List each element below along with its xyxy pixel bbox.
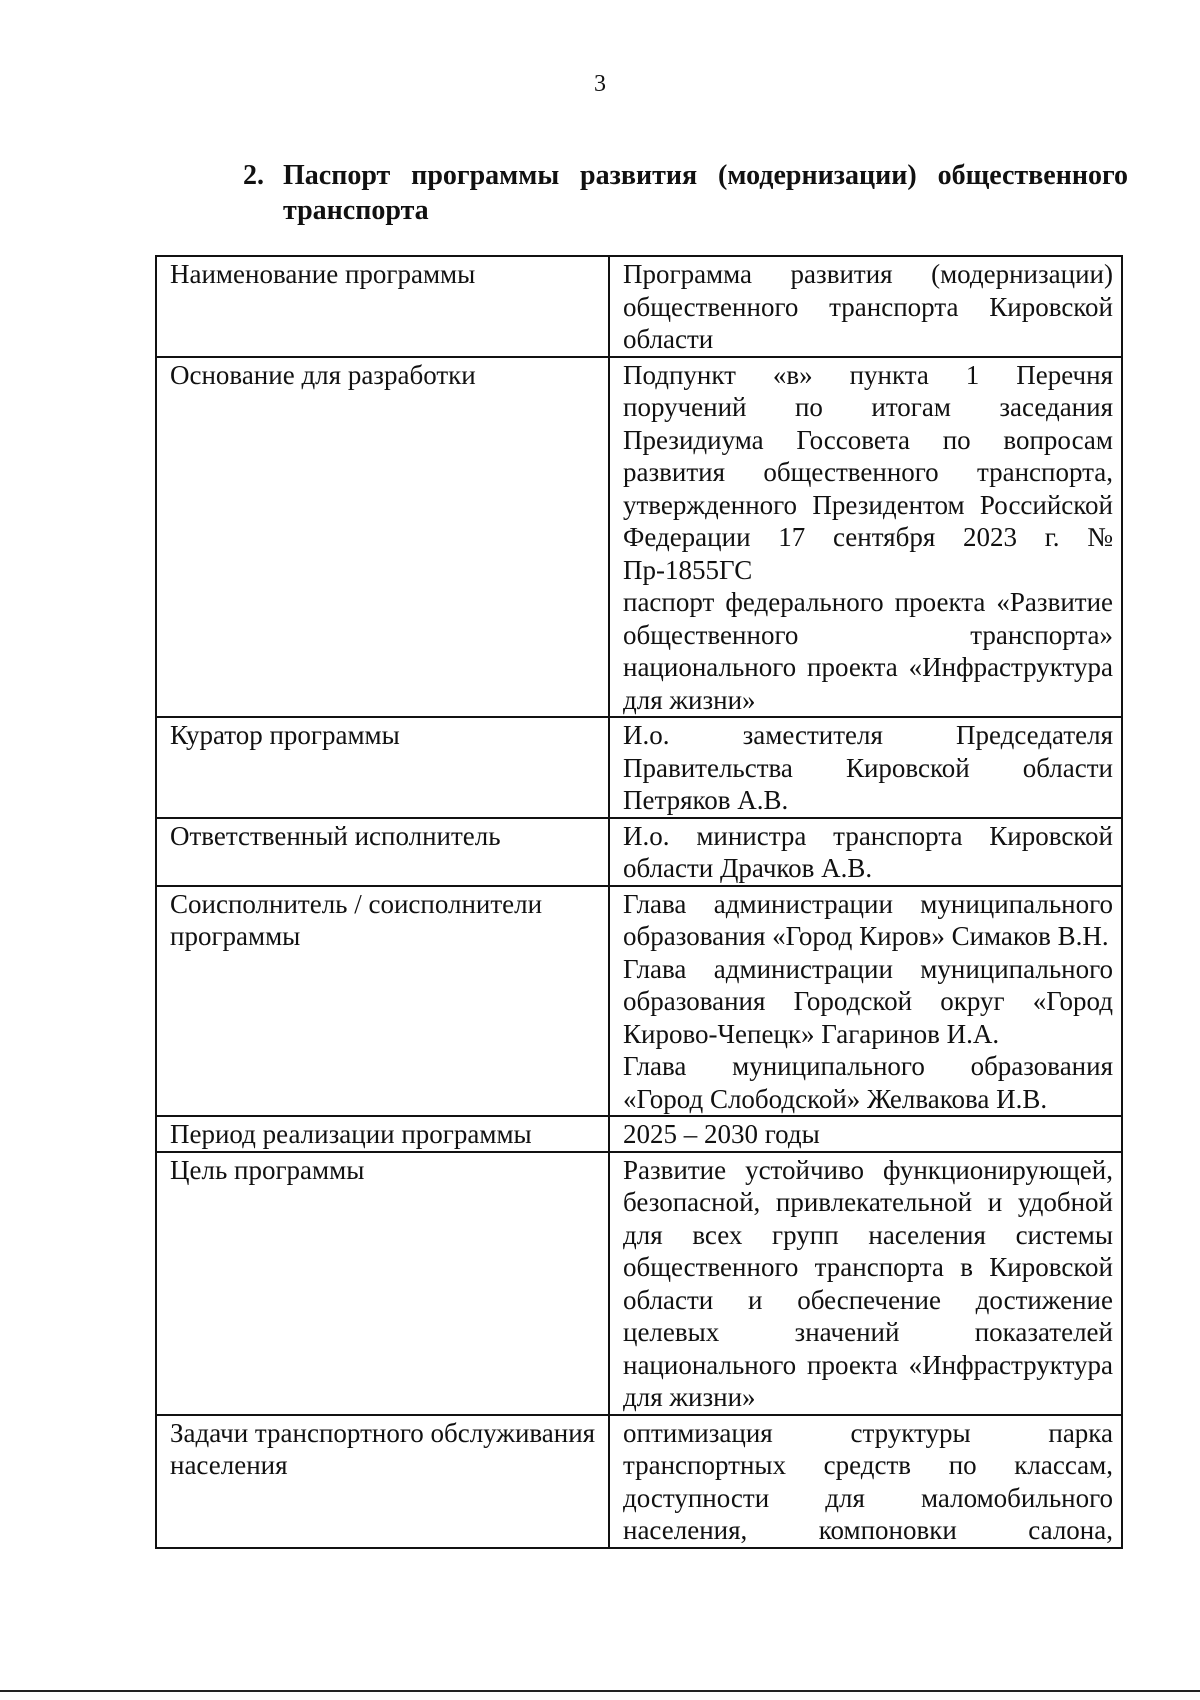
row-value <box>609 256 1122 357</box>
table-row <box>156 357 1122 718</box>
row-value-paragraph: Глава администрации муниципального образования Городской округ «Город Кирово-Чепецк» Гагаринов И.А. <box>623 953 1113 1049</box>
table-row <box>156 1415 1122 1548</box>
row-label: Соисполнитель / соисполнители программы <box>156 886 609 1117</box>
section-heading-line-1 <box>243 158 1128 193</box>
table-row <box>156 1152 1122 1415</box>
section-title-part-1: Паспорт программы развития (модернизации) общественного <box>283 160 1128 191</box>
row-value-paragraph: оптимизация структуры парка транспортных средств по классам, доступности для маломобильного населения, компоновки салона, <box>623 1417 1113 1545</box>
row-value-paragraph: Глава муниципального образования «Город Слободской» Желвакова И.В. <box>623 1051 1113 1114</box>
row-value <box>609 717 1122 818</box>
row-value-paragraph: Программа развития (модернизации) общественного транспорта Кировской области <box>623 259 1113 354</box>
table-row <box>156 818 1122 886</box>
row-label: Цель программы <box>156 1152 609 1415</box>
table-row <box>156 256 1122 357</box>
row-label: Ответственный исполнитель <box>156 818 609 886</box>
row-value <box>609 357 1122 718</box>
row-value-paragraph: И.о. министра транспорта Кировской области Драчков А.В. <box>623 820 1113 883</box>
row-label: Наименование программы <box>156 256 609 357</box>
table-row <box>156 717 1122 818</box>
row-value <box>609 1152 1122 1415</box>
row-label: Основание для разработки <box>156 357 609 718</box>
row-value <box>609 1116 1122 1152</box>
section-heading <box>243 158 1128 228</box>
section-title-part-2: транспорта <box>283 195 429 226</box>
row-label: Куратор программы <box>156 717 609 818</box>
row-value-paragraph: 2025 – 2030 годы <box>623 1119 820 1149</box>
row-value-paragraph: Подпункт «в» пункта 1 Перечня поручений по итогам заседания Президиума Госсовета по вопросам развития общественного транспорта, утвержденного Президентом Российской Федерации 17 сентября 2023 г. № Пр-1855ГС <box>623 359 1113 585</box>
row-value <box>609 1415 1122 1548</box>
row-value-paragraph: И.о. заместителя Председателя Правительства Кировской области Петряков А.В. <box>623 720 1113 815</box>
row-value-paragraph: Глава администрации муниципального образования «Город Киров» Симаков В.Н. <box>623 888 1113 951</box>
section-number: 2. <box>243 160 264 191</box>
row-value <box>609 818 1122 886</box>
row-label: Задачи транспортного обслуживания населения <box>156 1415 609 1548</box>
row-value-paragraph: Развитие устойчиво функционирующей, безопасной, привлекательной и удобной для всех групп населения системы общественного транспорта в Кировской области и обеспечение достижение целевых значений показателей национального проекта «Инфраструктура для жизни» <box>623 1154 1113 1412</box>
table-row <box>156 886 1122 1117</box>
row-value <box>609 886 1122 1117</box>
row-value-paragraph: паспорт федерального проекта «Развитие общественного транспорта» национального проекта «Инфраструктура для жизни» <box>623 587 1113 715</box>
page-number: 3 <box>594 71 606 97</box>
program-passport-table <box>155 255 1123 1549</box>
row-label: Период реализации программы <box>156 1116 609 1152</box>
table-row <box>156 1116 1122 1152</box>
page-bottom-rule <box>0 1690 1200 1692</box>
